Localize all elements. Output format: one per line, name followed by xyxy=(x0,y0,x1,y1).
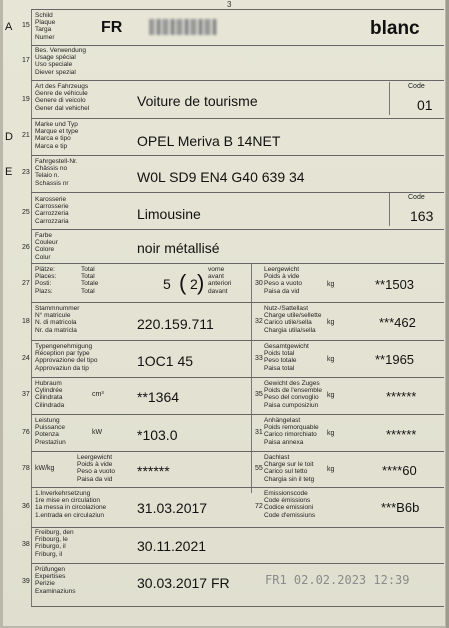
seats-front-value: 2 xyxy=(190,276,198,292)
power-label: Leistung Puissance Potenza Prestaziun xyxy=(35,417,66,446)
body-value: Limousine xyxy=(137,206,201,222)
payload-label: Nutz-/Sattellast Charge utile/sellette Carico utile/sella Chargia utila/sella xyxy=(264,305,322,334)
chassis-label: Fahrgestell-Nr. Châssis no Telaio n. Schassis nr xyxy=(35,158,78,187)
empty-weight-value: **1503 xyxy=(375,277,415,292)
power-value: *103.0 xyxy=(137,427,178,443)
type-approval-value: 1OC1 45 xyxy=(137,353,194,369)
field-number-23: 23 xyxy=(22,169,30,176)
separator xyxy=(31,340,444,341)
plate-label: Schild Plaque Targa Numer xyxy=(35,12,56,41)
side-letter-e: E xyxy=(5,166,13,178)
separator xyxy=(31,527,444,528)
chassis-number-value: W0L SD9 EN4 G40 639 34 xyxy=(137,169,305,185)
inspection-value: 30.03.2017 FR xyxy=(137,575,230,591)
side-letter-d: D xyxy=(5,131,13,143)
separator xyxy=(31,377,444,378)
inspection-stamp: FR1 02.02.2023 12:39 xyxy=(265,573,410,587)
emission-code-label: Emissionscode Code émissions Codice emissioni Code d'emissiuns xyxy=(264,490,316,519)
towing-capacity-label: Anhängelast Poids remorquable Carico rimorchiato Paisa annexa xyxy=(264,417,319,446)
field-number-38: 38 xyxy=(22,541,30,548)
bracket-open: ( xyxy=(179,270,187,295)
combination-weight-label: Gewicht des Zuges Poids de l'ensemble Peso del convoglio Paisa cumposiziun xyxy=(264,380,322,409)
first-registration-label: 1.Inverkehrsetzung 1re mise en circulation 1a messa in circolazione 1.entrada en circulaziun xyxy=(35,490,107,519)
color-value: noir métallisé xyxy=(137,240,220,256)
field-number-76: 76 xyxy=(22,429,30,436)
top-marker: 3 xyxy=(227,0,232,9)
field-number-15: 15 xyxy=(22,22,30,29)
unit-kg: kg xyxy=(327,281,335,288)
roof-load-value: ****60 xyxy=(382,463,417,478)
seats-front-label: vorne avant anteriori davant xyxy=(208,266,232,295)
unit-kg: kg xyxy=(327,392,335,399)
separator xyxy=(31,563,444,564)
separator xyxy=(31,487,444,488)
plate-country: FR xyxy=(101,19,123,36)
unit-kg: kg xyxy=(327,430,335,437)
combination-weight-value: ****** xyxy=(386,389,417,404)
roof-load-label: Dachlast Charge sur le toit Carico sul tetto Chargia sin il tetg xyxy=(264,454,315,483)
first-registration-value: 31.03.2017 xyxy=(137,500,208,516)
towing-capacity-value: ****** xyxy=(386,427,417,442)
field-number-30: 30 xyxy=(255,280,263,287)
separator xyxy=(31,192,444,193)
field-number-37: 37 xyxy=(22,391,30,398)
column-divider xyxy=(251,263,252,493)
payload-value: ***462 xyxy=(379,315,416,330)
displacement-label: Hubraum Cylindrée Cilindrata Cilindrada xyxy=(35,380,65,409)
vehicle-type-value: Voiture de tourisme xyxy=(137,93,258,109)
field-number-31: 31 xyxy=(255,429,263,436)
redacted-plate-number xyxy=(149,19,217,35)
field-number-24: 24 xyxy=(22,355,30,362)
separator xyxy=(31,302,444,303)
bracket-close: ) xyxy=(197,270,205,295)
field-number-55: 55 xyxy=(255,465,263,472)
matriculation-label: Stammnummer N° matricule N. di matricola Nr. da matricla xyxy=(35,305,80,334)
issue-place-label: Freiburg, den Fribourg, le Friburgo, il Friburg, il xyxy=(35,529,74,558)
vehicle-registration-document xyxy=(3,0,445,626)
separator xyxy=(31,118,444,119)
code-label: Code xyxy=(408,83,425,90)
emission-code-value: ***B6b xyxy=(381,500,420,515)
vehicle-type-code-box xyxy=(389,82,446,115)
separator xyxy=(31,155,444,156)
field-number-25: 25 xyxy=(22,209,30,216)
field-number-26: 26 xyxy=(22,244,30,251)
unit-kw: kW xyxy=(92,429,103,436)
displacement-value: **1364 xyxy=(137,389,180,405)
total-weight-label: Gesamtgewicht Poids total Peso totale Paisa total xyxy=(264,343,309,372)
field-number-32: 32 xyxy=(255,318,263,325)
vehicle-type-code: 01 xyxy=(417,97,433,113)
field-number-78: 78 xyxy=(22,465,30,472)
unit-kg: kg xyxy=(327,319,335,326)
unit-cm3: cm³ xyxy=(92,391,104,398)
make-model-label: Marke und Typ Marque et type Marca e tipo Marca e tip xyxy=(35,121,79,150)
field-number-36: 36 xyxy=(22,503,30,510)
separator xyxy=(31,229,444,230)
body-label: Karosserie Carrosserie Carrozzeria Carrozzaria xyxy=(35,196,69,225)
side-letter-a: A xyxy=(5,21,13,33)
body-code-box xyxy=(389,193,446,226)
outer-left-line xyxy=(31,9,32,606)
seats-total-label: Total Total Totale Total xyxy=(81,266,99,295)
issue-date-value: 30.11.2021 xyxy=(137,538,207,554)
color-label: Farbe Couleur Colore Colur xyxy=(35,232,58,261)
plate-color: blanc xyxy=(370,18,420,39)
body-code: 163 xyxy=(410,208,434,224)
unit-kg: kg xyxy=(327,466,335,473)
field-number-33: 33 xyxy=(255,355,263,362)
special-use-label: Bes. Verwendung Usage spécial Uso speciale Diever spezial xyxy=(35,47,86,76)
unit-kg: kg xyxy=(327,356,335,363)
field-number-35: 35 xyxy=(255,391,263,398)
separator xyxy=(31,606,444,607)
power-weight-value: ****** xyxy=(137,463,170,479)
matriculation-value: 220.159.711 xyxy=(137,316,214,332)
inspections-label: Prüfungen Expertises Perizie Examinaziuns xyxy=(35,566,76,595)
total-weight-value: **1965 xyxy=(375,352,415,367)
field-number-17: 17 xyxy=(22,57,30,64)
field-number-39: 39 xyxy=(22,578,30,585)
seats-label: Plätze: Places: Posti: Plazs: xyxy=(35,266,57,295)
separator xyxy=(31,451,444,452)
type-approval-label: Typengenehmigung Réception par type Approvazione del tipo Approvaziun da tip xyxy=(35,343,98,372)
separator xyxy=(31,9,444,10)
vehicle-type-label: Art des Fahrzeugs Genre de véhicule Genere di veicolo Gener dal vehichel xyxy=(35,83,90,112)
code-label: Code xyxy=(408,194,425,201)
separator xyxy=(31,414,444,415)
field-number-19: 19 xyxy=(22,96,30,103)
field-number-27: 27 xyxy=(22,280,30,287)
power-weight-unit: kW/kg xyxy=(35,465,55,472)
field-number-72: 72 xyxy=(255,503,263,510)
power-weight-label: Leergewicht Poids à vide Peso a vuoto Paisa da vid xyxy=(77,454,115,483)
separator xyxy=(31,45,444,46)
field-number-21: 21 xyxy=(22,132,30,139)
separator xyxy=(31,263,444,264)
separator xyxy=(31,80,444,81)
make-model-value: OPEL Meriva B 14NET xyxy=(137,133,281,149)
seats-total-value: 5 xyxy=(163,276,171,292)
field-number-18: 18 xyxy=(22,318,30,325)
empty-weight-label: Leergewicht Poids à vide Peso a vuoto Paisa da vid xyxy=(264,266,302,295)
